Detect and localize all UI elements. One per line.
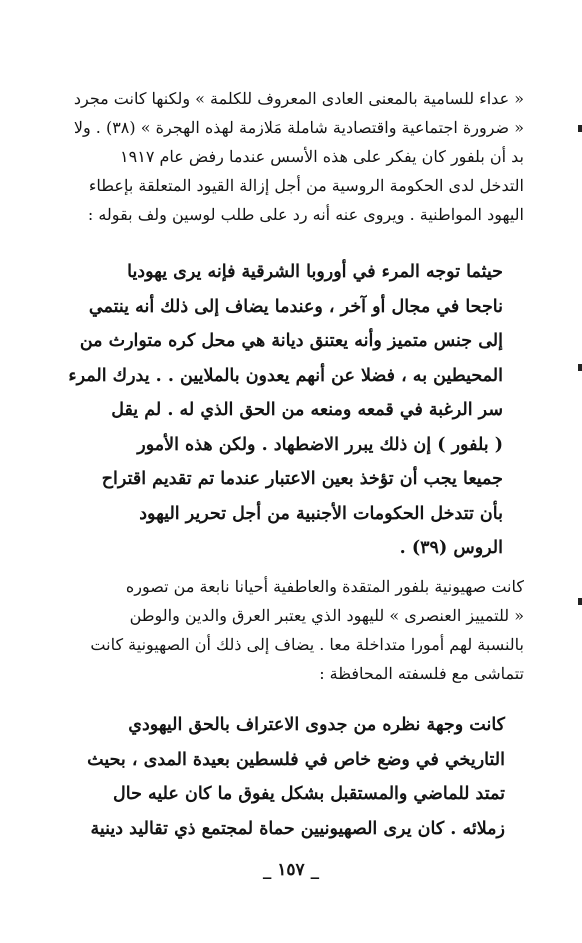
quote-line: كانت وجهة نظره من جدوى الاعتراف بالحق اليهودي [128,715,505,735]
text-line: كانت صهيونية بلفور المتقدة والعاطفية أحيانا نابعة من تصوره [125,577,524,596]
text-line: « للتمييز العنصرى » لليهود الذي يعتبر العرق والدين والوطن [129,606,524,625]
text-line: « عداء للسامية بالمعنى العادى المعروف للكلمة » ولكنها كانت مجرد [73,89,524,108]
quote-line: المحيطين به ، فضلا عن أنهم يعدون بالملايين . . يدرك المرء [68,365,503,386]
text-line: التدخل لدى الحكومة الروسية من أجل إزالة القيود المتعلقة بإعطاء [88,176,524,195]
body-paragraph-1 [73,84,524,229]
block-quote-2 [87,708,505,846]
quote-line: حيثما توجه المرء في أوروبا الشرقية فإنه يرى يهوديا [127,262,503,282]
block-quote-1 [68,255,503,566]
quote-line: جميعا يجب أن تؤخذ بعين الاعتبار عندما تم تقديم اقتراح [101,469,503,489]
quote-line: التاريخي في وضع خاص في فلسطين بعيدة المدى ، بحيث [87,749,505,770]
quote-line: إلى جنس متميز وأنه يعتنق ديانة هي محل كره متوارث من [79,331,503,351]
body-paragraph-2 [90,572,524,688]
text-line: « ضرورة اجتماعية واقتصادية شاملة مَلازمة لهذه الهجرة » (٣٨) . ولا [73,118,524,137]
margin-mark [578,364,582,371]
text-line: بالنسبة لهم أمورا متداخلة معا . يضاف إلى ذلك أن الصهيونية كانت [90,635,524,654]
text-line: اليهود المواطنية . ويروى عنه أنه رد على طلب لوسين ولف بقوله : [87,205,524,224]
quote-line: ناجحا في مجال أو آخر ، وعندما يضاف إلى ذلك أنه ينتمي [88,296,503,317]
quote-line: زملائه . كان يرى الصهيونيين حماة لمجتمع ذي تقاليد دينية [90,818,505,839]
quote-line: تمتد للماضي والمستقبل بشكل يفوق ما كان عليه حال [113,784,505,804]
text-line: تتماشى مع فلسفته المحافظة : [319,664,524,683]
quote-line: سر الرغبة في قمعه ومنعه من الحق الذي له . لم يقل [111,400,503,420]
quote-line: بأن تتدخل الحكومات الأجنبية من أجل تحرير اليهود [139,503,503,524]
margin-mark [578,125,582,132]
quote-line: الروس (٣٩) . [399,538,503,558]
text-line: بد أن بلفور كان يفكر على هذه الأسس عندما رفض عام ١٩١٧ [120,147,524,166]
quote-line: ( بلفور ) إن ذلك يبرر الاضطهاد . ولكن هذه الأمور [137,434,503,455]
margin-mark [578,598,582,605]
page-number: _ ١٥٧ _ [262,860,320,880]
